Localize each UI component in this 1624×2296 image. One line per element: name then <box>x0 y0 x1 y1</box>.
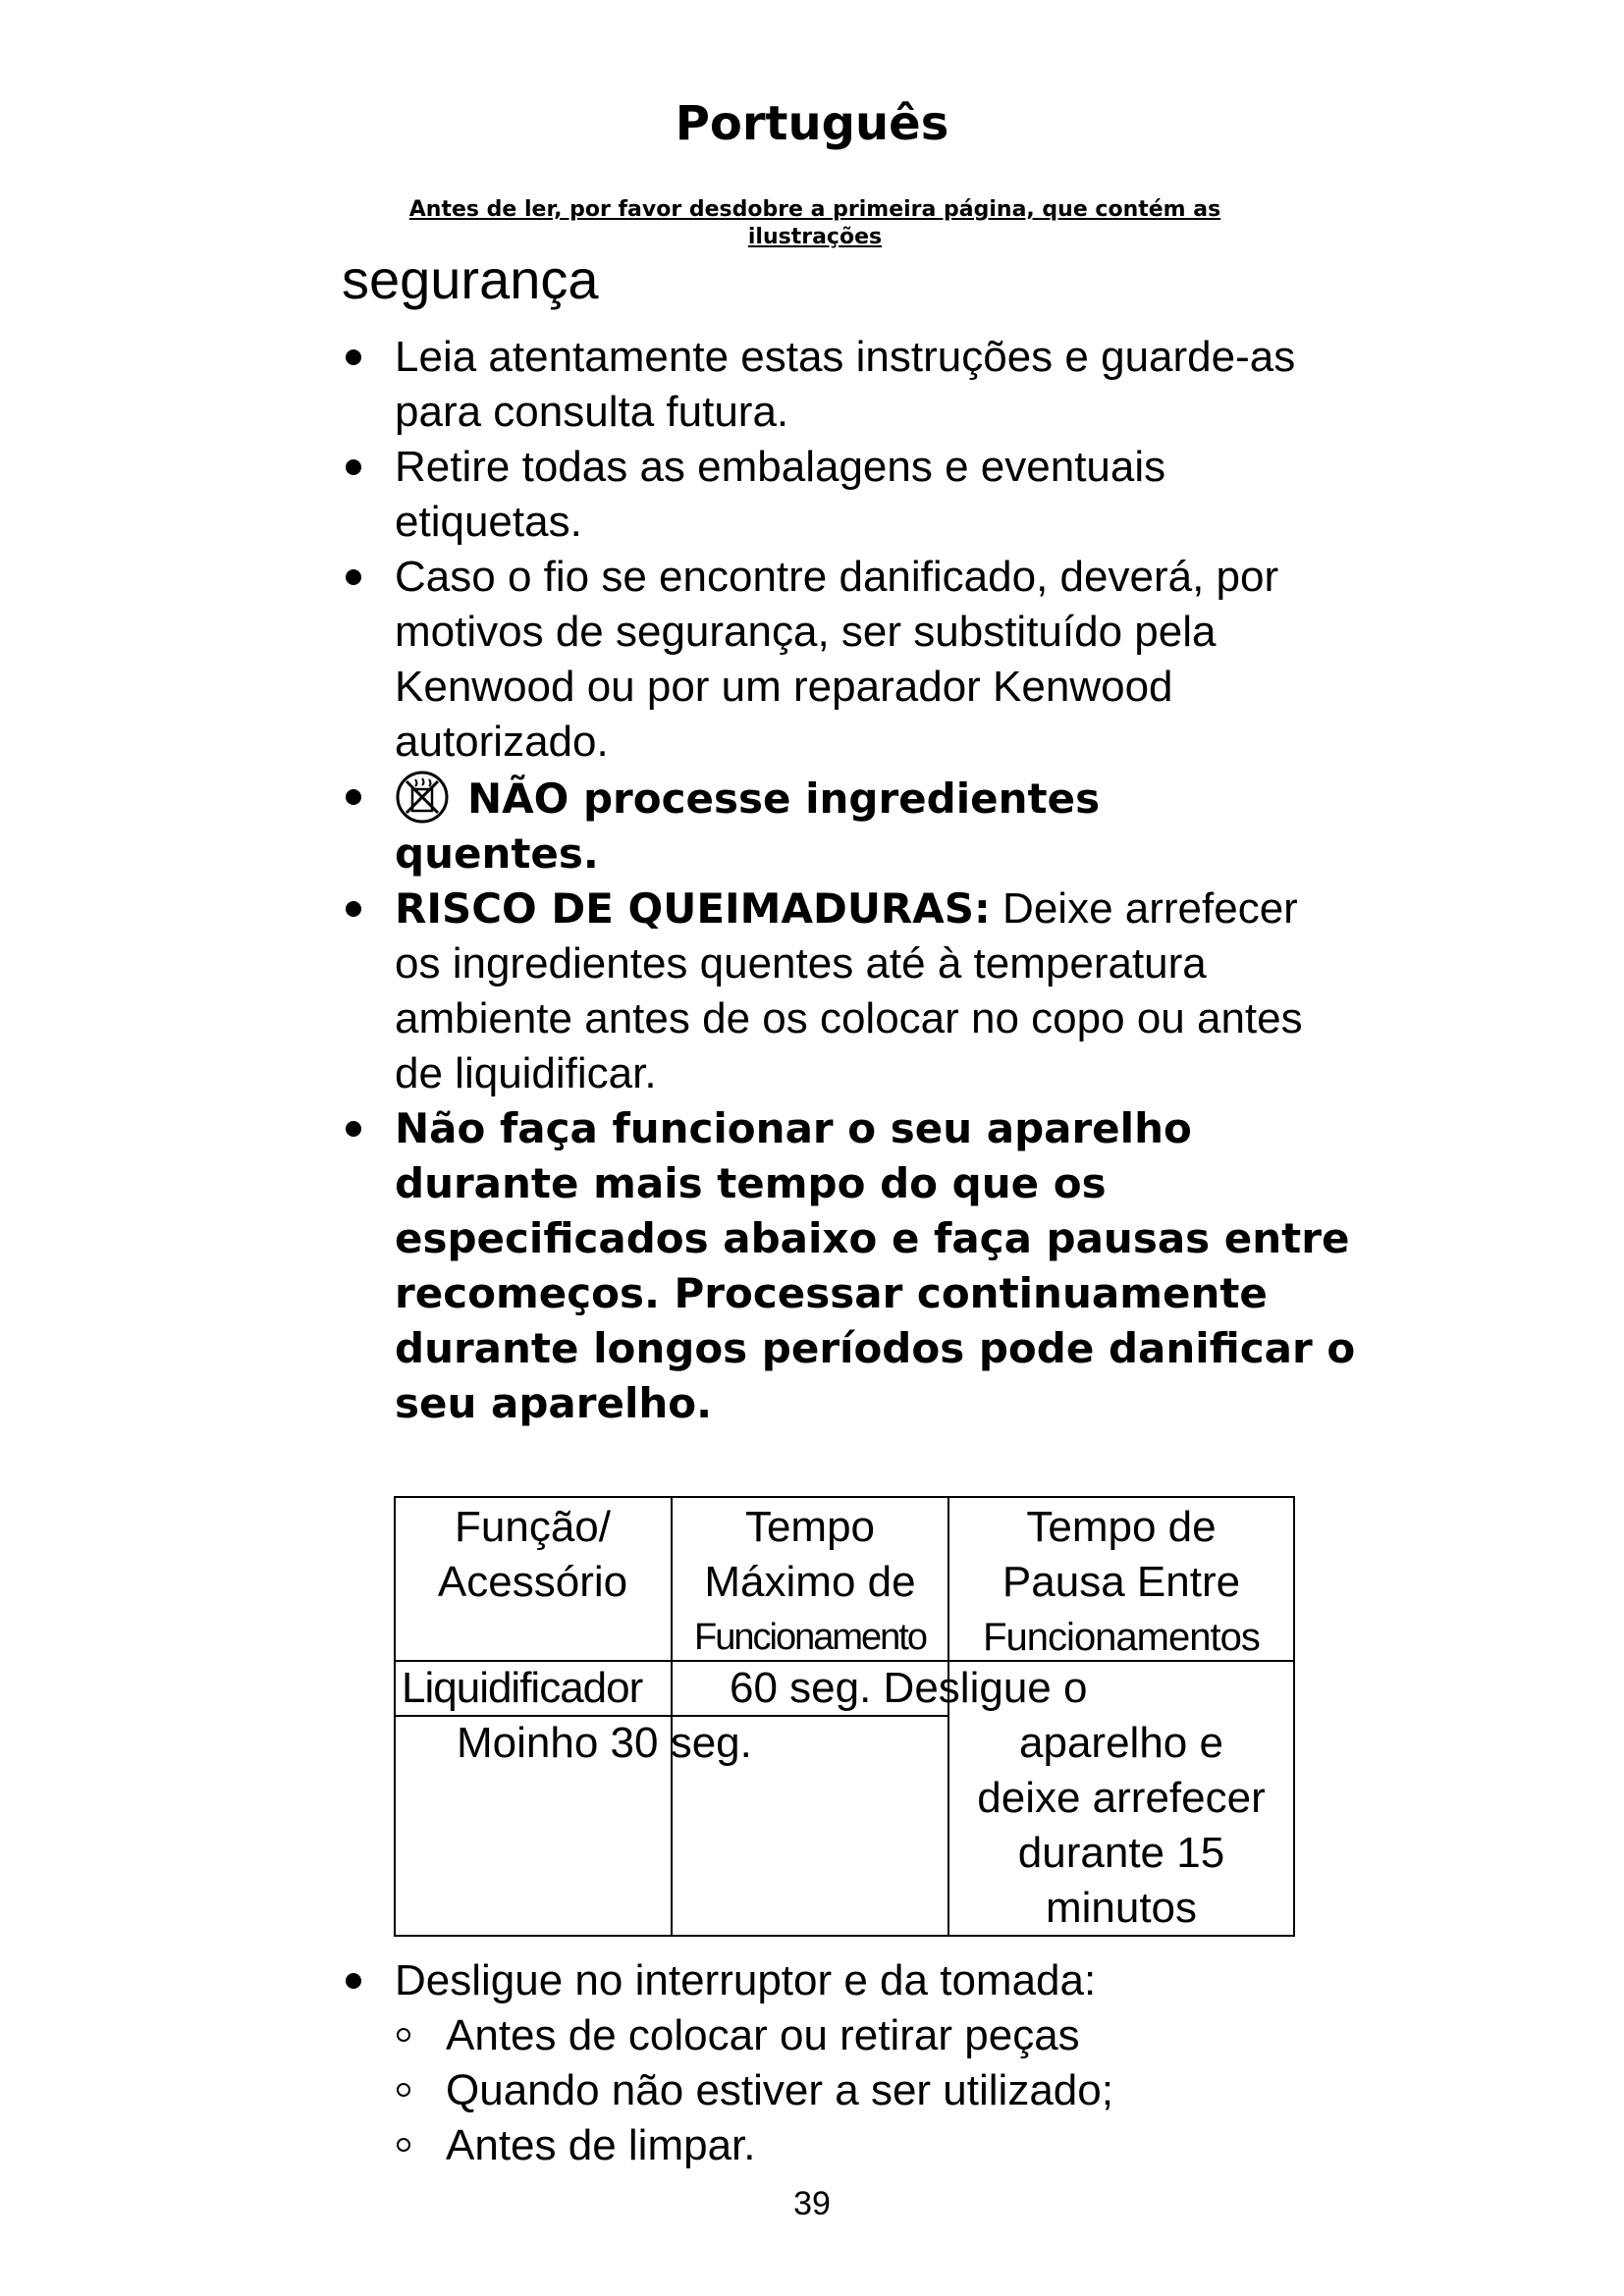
row-mill-text: Moinho 30 seg. <box>457 1719 752 1767</box>
item-text: Desligue no interruptor e da tomada: <box>395 1956 1097 2004</box>
circle-bullet-icon <box>397 2138 410 2152</box>
bullet-icon <box>346 1121 361 1137</box>
bullet-icon <box>346 789 361 805</box>
list-item <box>342 550 1337 770</box>
sub-item-text: Antes de limpar. <box>446 2121 756 2169</box>
bullet-icon <box>346 569 361 585</box>
sub-list-item <box>342 2118 1324 2173</box>
notice-line-1: Antes de ler, por favor desdobre a primeira página, que contém as <box>408 197 1221 222</box>
operating-time-table <box>394 1496 1295 1938</box>
header-pause-time: Tempo de Pausa Entre Funcionamentos <box>983 1503 1260 1659</box>
list-item <box>342 881 1337 1101</box>
sub-item-text: Antes de colocar ou retirar peças <box>446 2011 1080 2059</box>
list-item <box>342 1101 1357 1431</box>
header-function: Função/ Acessório <box>437 1503 628 1606</box>
page-number: 39 <box>793 2185 831 2222</box>
sub-list-item <box>342 2063 1324 2118</box>
page-title: Português <box>675 96 949 151</box>
bullet-icon <box>346 459 361 475</box>
list-item <box>342 1953 1324 2008</box>
row-blender-label: Liquidificador <box>402 1664 643 1712</box>
bullet-icon <box>346 349 361 365</box>
item-bold-lead: RISCO DE QUEIMADURAS: <box>395 884 991 933</box>
unfold-notice <box>373 196 1257 251</box>
row-blender-text: 60 seg. Desligue o <box>730 1664 1088 1712</box>
notice-line-2: ilustrações <box>747 225 883 249</box>
sub-item-text: Quando não estiver a ser utilizado; <box>446 2066 1113 2114</box>
section-title: segurança <box>342 248 599 310</box>
list-item <box>342 770 1308 881</box>
item-text: Retire todas as embalagens e eventuais etiquetas. <box>395 443 1166 546</box>
list-item <box>342 330 1324 440</box>
list-item <box>342 440 1324 550</box>
item-text: Não faça funcionar o seu aparelho durante mais tempo do que os especificados abaixo e faça pausas entre recomeços. Processar continuamente durante longos períodos pode danificar o seu aparelho. <box>395 1104 1356 1427</box>
header-max-time: Tempo Máximo de Funcionamento <box>694 1503 926 1658</box>
no-hot-ingredients-icon <box>395 770 450 825</box>
item-text: Caso o fio se encontre danificado, deverá, por motivos de segurança, ser substituído pela Kenwood ou por um reparador Kenwood autorizado. <box>395 553 1279 766</box>
bullet-icon <box>346 901 361 917</box>
bullet-icon <box>346 1973 361 1989</box>
circle-bullet-icon <box>397 2028 410 2042</box>
safety-list <box>342 330 1356 1431</box>
item-text: Deixe arrefecer os ingredientes quentes até à temperatura ambiente antes de os colocar no copo ou antes de liquidificar. <box>395 884 1303 1097</box>
pause-instructions: aparelho e deixe arrefecer durante 15 minutos <box>977 1719 1266 1932</box>
unplug-list <box>342 1953 1324 2173</box>
item-text: NÃO processe ingredientes quentes. <box>395 774 1101 878</box>
item-text: Leia atentamente estas instruções e guarde-as para consulta futura. <box>395 333 1296 436</box>
sub-list-item <box>342 2008 1324 2063</box>
circle-bullet-icon <box>397 2083 410 2097</box>
